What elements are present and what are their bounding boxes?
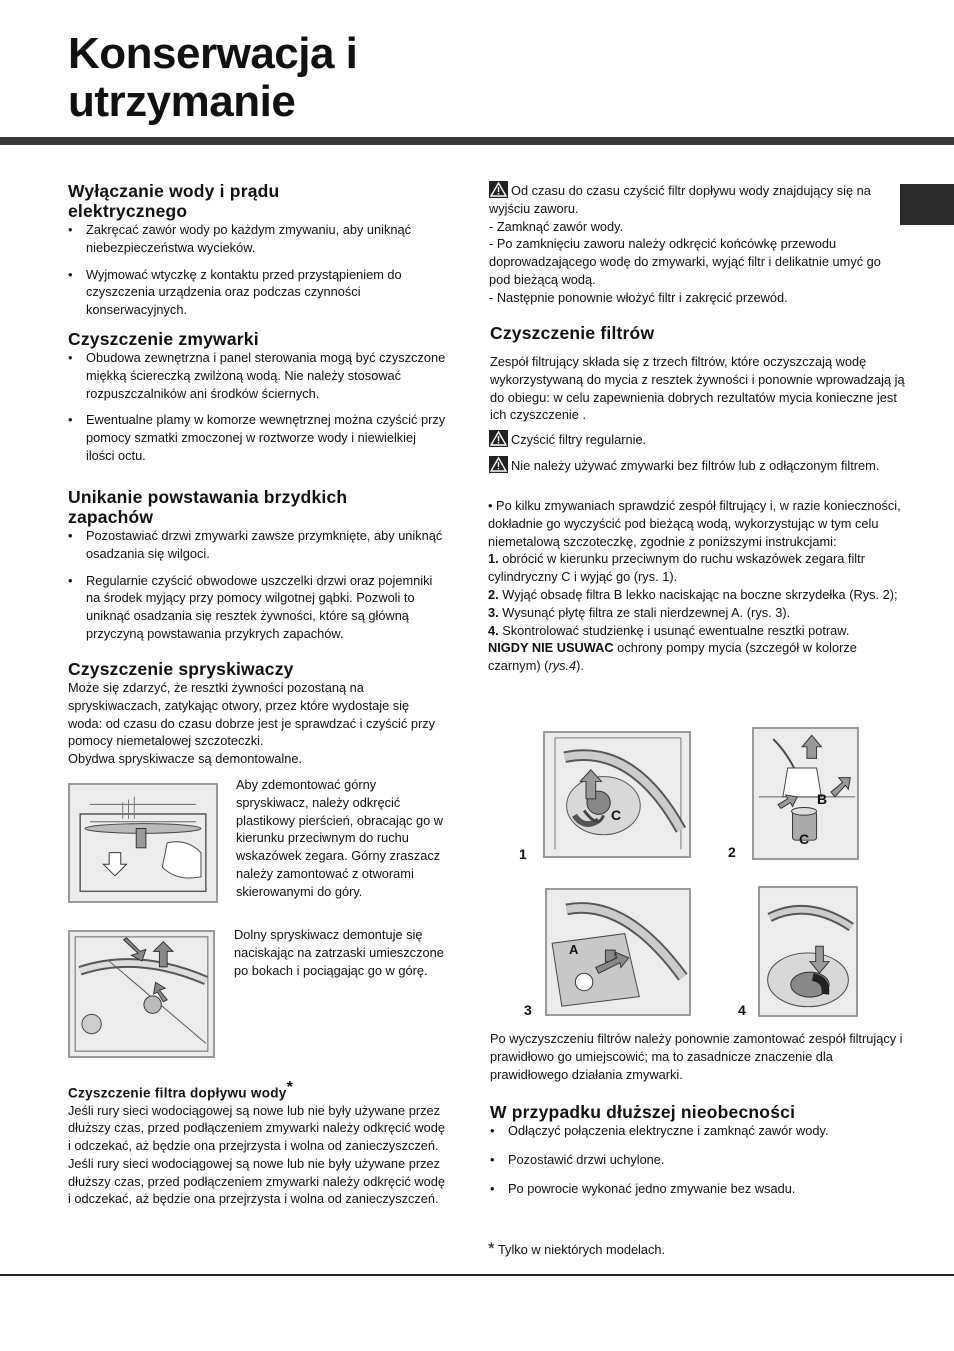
section-inlet-instructions [489,181,905,307]
section-heading: Unikanie powstawania brzydkich zapachów [68,487,348,527]
never-remove-note: NIGDY NIE USUWAC ochrony pompy mycia (szczegół w kolorze czarnym) (rys.4). [488,640,857,674]
list-item: • Regularnie czyścić obwodowe uszczelki drzwi oraz pojemniki na środek myjący przy pomocy wilgotnej gąbki. Pozwoli to uniknąć osadzania się resztek żywności, które są główną przyczyną powstawania przykrych zapachów. [68,572,446,643]
figure-letter: C [611,807,622,823]
side-tab [900,184,954,225]
filter-figure-3 [545,888,691,1016]
warning-icon [489,181,508,198]
list-item: • Po powrocie wykonać jedno zmywanie bez wsadu. [490,1180,906,1198]
paragraph: Po wyczyszczeniu filtrów należy ponownie zamontować zespół filtrujący i prawidłowo go umiejscowić; ma to zasadnicze znaczenie dla prawidłowego działania zmywarki. [490,1031,903,1082]
figure-number: 4 [738,1002,746,1018]
instruction-line: - Po zamknięciu zaworu należy odkręcić końcówkę przewodu doprowadzającego wodę do zmywarki, wyjąć filtr i delikatnie umyć go pod bieżącą wodą. [489,236,881,287]
figure-number: 3 [524,1002,532,1018]
section-spray-arms [68,659,446,768]
section-heading: W przypadku dłuższej nieobecności [490,1102,796,1122]
figure-letter: C [799,831,810,847]
filter-figure-1 [543,731,691,858]
lower-spray-arm-illustration [70,932,213,1056]
filter-figure-4 [758,886,858,1017]
lower-spray-arm-text: Dolny spryskiwacz demontuje się naciskając na zatrzaski umieszczone po bokach i pociągając go w górę. [234,927,444,978]
figure-letter: A [569,942,579,957]
figure-number: 2 [728,844,736,860]
figure-letter: B [817,791,828,807]
step: 4. Skontrolować studzienkę i usunąć ewentualne resztki potraw. [488,622,850,638]
list-item: • Odłączyć połączenia elektryczne i zamknąć zawór wody. [490,1122,906,1140]
section-filters [490,323,906,424]
section-heading: Czyszczenie filtra dopływu wody* [68,1079,294,1101]
paragraph: Zespół filtrujący składa się z trzech filtrów, które oczyszczają wodę wykorzystywaną do mycia z resztek żywności i ponownie wprowadzają ją do obiegu: w celu zapewnienia dobrych rezultatów mycia konieczne jest ich czyszczenie . [490,354,905,423]
instruction-line: - Zamknąć zawór wody. [489,218,624,234]
list-item: • Wyjmować wtyczkę z kontaktu przed przystąpieniem do czyszczenia urządzenia oraz podczas czynności konserwacyjnych. [68,266,448,319]
step: 2. Wyjąć obsadę filtra B lekko naciskając na boczne skrzydełka (Rys. 2); [488,586,898,602]
section-inlet-filter [68,1080,446,1208]
lower-spray-arm-figure [68,930,215,1058]
section-heading: Czyszczenie spryskiwaczy [68,659,294,679]
upper-spray-arm-illustration [70,785,216,901]
footer-rule [0,1274,954,1276]
section-heading: Czyszczenie filtrów [490,323,655,343]
paragraph: Jeśli rury sieci wodociągowej są nowe lub nie były używane przez dłuższy czas, przed podłączeniem zmywarki należy odkręcić wodę i odczekać, aż będzie ona przejrzysta i wolna od zanieczyszczeń. Jeśli rury sieci wodociągowej są nowe lub nie były używane przez dłuższy czas, przed podłączeniem zmywarki należy odkręcić wodę i odczekać, aż będzie ona przejrzysta i wolna od zanieczyszczeń. [68,1102,445,1207]
paragraph: Może się zdarzyć, że resztki żywności pozostaną na spryskiwaczach, zatykając otwory, przez które wydostaje się woda: od czasu do czasu dobrze jest je sprawdzać i czyścić przy pomocy niemetalowej szczoteczki. [68,680,436,749]
section-heading: Czyszczenie zmywarki [68,329,259,349]
warning-note: Nie należy używać zmywarki bez filtrów lub z odłączonym filtrem. [489,456,909,475]
warning-note: Czyścić filtry regularnie. [489,430,909,449]
warning-note: Od czasu do czasu czyścić filtr dopływu wody znajdujący się na wyjściu zaworu. [489,183,871,216]
section-cleaning-dishwasher [68,329,446,465]
step: 1. obrócić w kierunku przeciwnym do ruchu wskazówek zegara filtr cylindryczny C i wyjąć go (rys. 1). [488,551,865,585]
bullet-list [68,527,446,643]
list-item: • Pozostawiać drzwi zmywarki zawsze przymknięte, aby uniknąć osadzania się wilgoci. [68,527,446,563]
section-heading: Wyłączanie wody i prądu elektrycznego [68,181,280,221]
header-bar [0,137,954,145]
paragraph: • Po kilku zmywaniach sprawdzić zespół filtrujący i, w razie konieczności, dokładnie go wyczyścić pod bieżącą wodą, wykorzystując w tym celu niemetalową szczoteczkę, zgodnie z poniższymi instrukcjami: [488,498,901,549]
upper-spray-arm-text: Aby zdemontować górny spryskiwacz, należy odkręcić plastikowy pierścień, obracając go w kierunku przeciwnym do ruchu wskazówek zegara. Górny zraszacz należy zamontować z otworami skierowanymi do góry. [236,777,443,899]
list-item: • Pozostawić drzwi uchylone. [490,1151,906,1169]
section-water-power [68,181,448,319]
list-item: • Obudowa zewnętrzna i panel sterowania mogą być czyszczone miękką ściereczką zwilżoną wodą. Nie należy stosować rozpuszczalników ani środków ściernych. [68,349,446,402]
instruction-line: - Następnie ponownie włożyć filtr i zakręcić przewód. [489,289,788,305]
warning-icon [489,430,508,447]
bullet-list [68,221,448,319]
list-item: • Zakręcać zawór wody po każdym zmywaniu, aby uniknąć niebezpieczeństwa wycieków. [68,221,448,257]
step: 3. Wysunąć płytę filtra ze stali nierdzewnej A. (rys. 3). [488,604,791,620]
figure-number: 1 [519,846,527,862]
upper-spray-arm-figure [68,783,218,903]
paragraph: Obydwa spryskiwacze są demontowalne. [68,751,303,767]
list-item: • Ewentualne plamy w komorze wewnętrznej można czyścić przy pomocy szmatki zmoczonej w roztworze wody i niewielkiej ilości octu. [68,411,446,464]
footnote: * Tylko w niektórych modelach. [488,1239,666,1258]
section-absence [490,1102,906,1197]
bullet-list [68,349,446,465]
section-odors [68,487,446,643]
filter-steps [488,497,906,675]
page-title: Konserwacja i utrzymanie [68,29,358,126]
bullet-list [490,1122,906,1197]
warning-icon [489,456,508,473]
